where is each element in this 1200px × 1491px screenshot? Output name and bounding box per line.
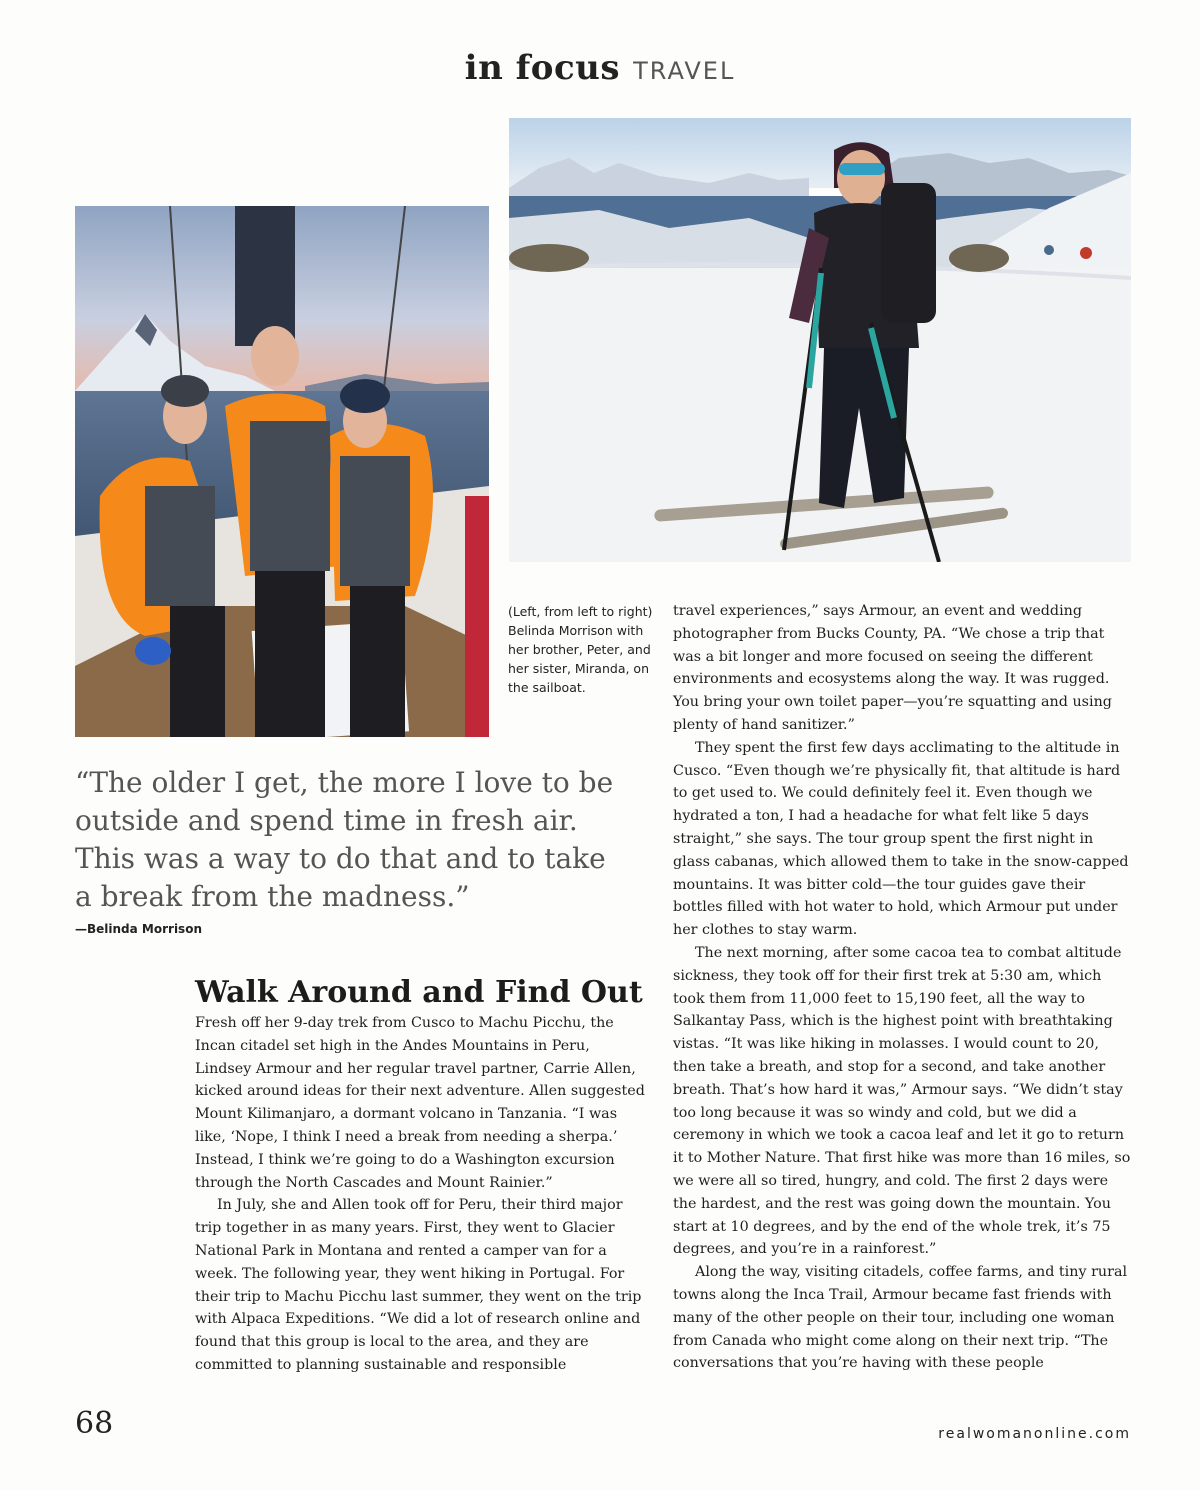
article-paragraph: Along the way, visiting citadels, coffee farms, and tiny rural towns along the Inca Trail, Armour became fast friends with many of the other people on their tour, including one woman from Canada who might come along on their next trip. “The conversations that you’re having with these people [673, 1264, 1128, 1372]
pull-quote-line: outside and spend time in fresh air. [75, 804, 578, 837]
pull-quote-line: a break from the madness.” [75, 880, 470, 913]
page-number: 68 [75, 1406, 114, 1441]
photo-caption: (Left, from left to right) Belinda Morrison with her brother, Peter, and her sister, Miranda, on the sailboat. [508, 604, 653, 695]
article-column-left [195, 1012, 647, 1377]
article-paragraph: travel experiences,” says Armour, an event and wedding photographer from Bucks County, PA. “We chose a trip that was a bit longer and more focused on seeing the different environments and ecosystems along the way. It was rugged. You bring your own toilet paper—you’re squatting and using plenty of hand sanitizer.” [673, 603, 1112, 733]
skiing-photo [509, 118, 1131, 562]
section-label: TRAVEL [633, 57, 736, 85]
article-paragraph: They spent the first few days acclimating to the altitude in Cusco. “Even though we’re physically fit, that altitude is hard to get used to. We could definitely feel it. Even though we hydrated a ton, I had a headache for what felt like 5 days straight,” she says. The tour group spent the first night in glass cabanas, which allowed them to take in the snow-capped mountains. It was bitter cold—the tour guides gave their bottles filled with hot water to hold, which Armour put under her clothes to stay warm. [673, 739, 1129, 939]
article-paragraph: Fresh off her 9-day trek from Cusco to Machu Picchu, the Incan citadel set high in the Andes Mountains in Peru, Lindsey Armour and her regular travel partner, Carrie Allen, kicked around ideas for their next adventure. Allen suggested Mount Kilimanjaro, a dormant volcano in Tanzania. “I was like, ‘Nope, I think I need a break from needing a sherpa.’ Instead, I think we’re going to do a Washington excursion through the North Cascades and Mount Rainier.” [195, 1015, 645, 1191]
pull-quote-attribution: —Belinda Morrison [75, 922, 202, 936]
pull-quote-line: “The older I get, the more I love to be [75, 766, 614, 799]
article-column-right [673, 600, 1133, 1375]
article-title: Walk Around and Find Out [195, 975, 643, 1010]
pull-quote [75, 764, 635, 916]
article-paragraph: The next morning, after some cacoa tea to combat altitude sickness, they took off for their first trek at 5:30 am, which took them from 11,000 feet to 15,190 feet, all the way to Salkantay Pass, which is the highest point with breathtaking vistas. “It was like hiking in molasses. I would count to 20, then take a breath, and stop for a second, and take another breath. That’s how hard it was,” Armour says. “We didn’t stay too long because it was so windy and cold, but we did a ceremony in which we took a cacoa leaf and let it go to return it to Mother Nature. That first hike was more than 16 miles, so we were all so tired, hungry, and cold. The first 2 days were the hardest, and the rest was going down the mountain. You start at 10 degrees, and by the end of the whole trek, it’s 75 degrees, and you’re in a rainforest.” [673, 944, 1131, 1258]
section-header [0, 48, 1200, 88]
magazine-section-brand: in focus [464, 48, 621, 88]
sailboat-photo [75, 206, 489, 737]
website-url: realwomanonline.com [938, 1426, 1131, 1442]
pull-quote-line: This was a way to do that and to take [75, 842, 606, 875]
article-paragraph: In July, she and Allen took off for Peru, their third major trip together in as many years. First, they went to Glacier National Park in Montana and rented a camper van for a week. The following year, they went hiking in Portugal. For their trip to Machu Picchu last summer, they went on the trip with Alpaca Expeditions. “We did a lot of research online and found that this group is local to the area, and they are committed to planning sustainable and responsible [195, 1197, 642, 1373]
